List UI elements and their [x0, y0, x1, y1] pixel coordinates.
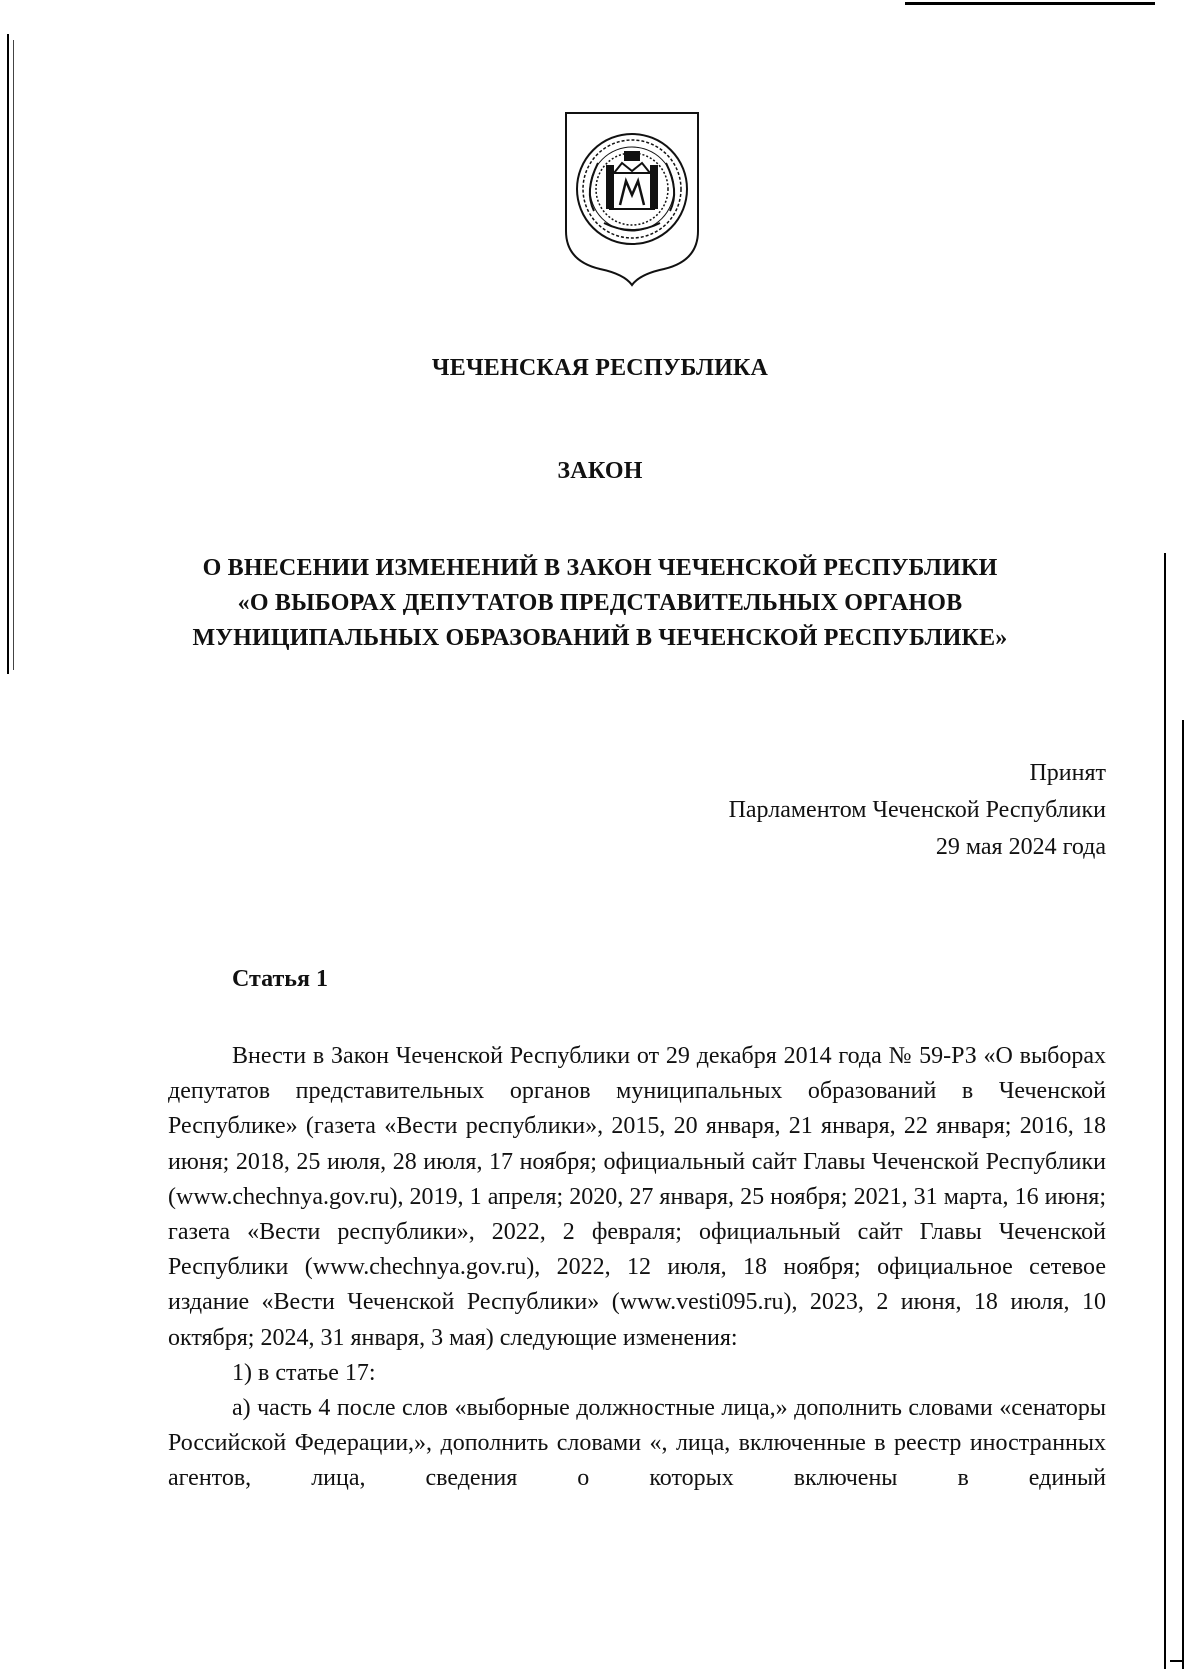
article-body: [168, 1039, 1106, 1497]
adoption-block: [729, 755, 1106, 866]
scan-edge-corner: [1170, 1660, 1184, 1662]
list-item: 1) в статье 17:: [232, 1359, 376, 1386]
document-type: ЗАКОН: [557, 458, 643, 484]
law-title-line: «О ВЫБОРАХ ДЕПУТАТОВ ПРЕДСТАВИТЕЛЬНЫХ ОРГАНОВ: [237, 590, 963, 616]
coat-of-arms-icon: [564, 111, 700, 287]
region-title: ЧЕЧЕНСКАЯ РЕСПУБЛИКА: [431, 355, 769, 381]
adoption-line: Принят: [1029, 760, 1106, 786]
scan-edge-top: [905, 2, 1155, 5]
adoption-body: Парламентом Чеченской Республики: [728, 797, 1106, 823]
adoption-date: 29 мая 2024 года: [935, 834, 1106, 860]
law-title-line: О ВНЕСЕНИИ ИЗМЕНЕНИЙ В ЗАКОН ЧЕЧЕНСКОЙ РЕСПУБЛИКИ: [202, 555, 998, 581]
scan-edge-right: [1164, 553, 1166, 1669]
article-paragraph: Внести в Закон Чеченской Республики от 29 декабря 2014 года № 59-РЗ «О выборах депутатов представительных органов муниципальных образований в Чеченской Республике» (газета «Вести республики», 2015, 20 января, 21 января, 22 января; 2016, 18 июня; 2018, 25 июля, 28 июля, 17 ноября; официальный сайт Главы Чеченской Республики (www.chechnya.gov.ru), 2019, 1 апреля; 2020, 27 января, 25 ноября; 2021, 31 марта, 16 июня; газета «Вести республики», 2022, 2 февраля; официальный сайт Главы Чеченской Республики (www.chechnya.gov.ru), 2022, 12 июля, 18 ноября; официальное сетевое издание «Вести Чеченской Республики» (www.vesti095.ru), 2023, 2 июня, 18 июля, 10 октября; 2024, 31 января, 3 мая) следующие изменения:: [168, 1043, 1106, 1351]
scan-edge-right-outer: [1182, 720, 1184, 1669]
list-item: а) часть 4 после слов «выборные должностные лица,» дополнить словами «сенаторы Российской Федерации,», дополнить словами «, лица, включенные в реестр иностранных агентов, лица, сведения о которых включены в единый: [168, 1395, 1106, 1492]
article-heading: Статья 1: [232, 966, 328, 992]
law-title-line: МУНИЦИПАЛЬНЫХ ОБРАЗОВАНИЙ В ЧЕЧЕНСКОЙ РЕСПУБЛИКЕ»: [192, 625, 1008, 651]
law-title: [0, 551, 1200, 656]
